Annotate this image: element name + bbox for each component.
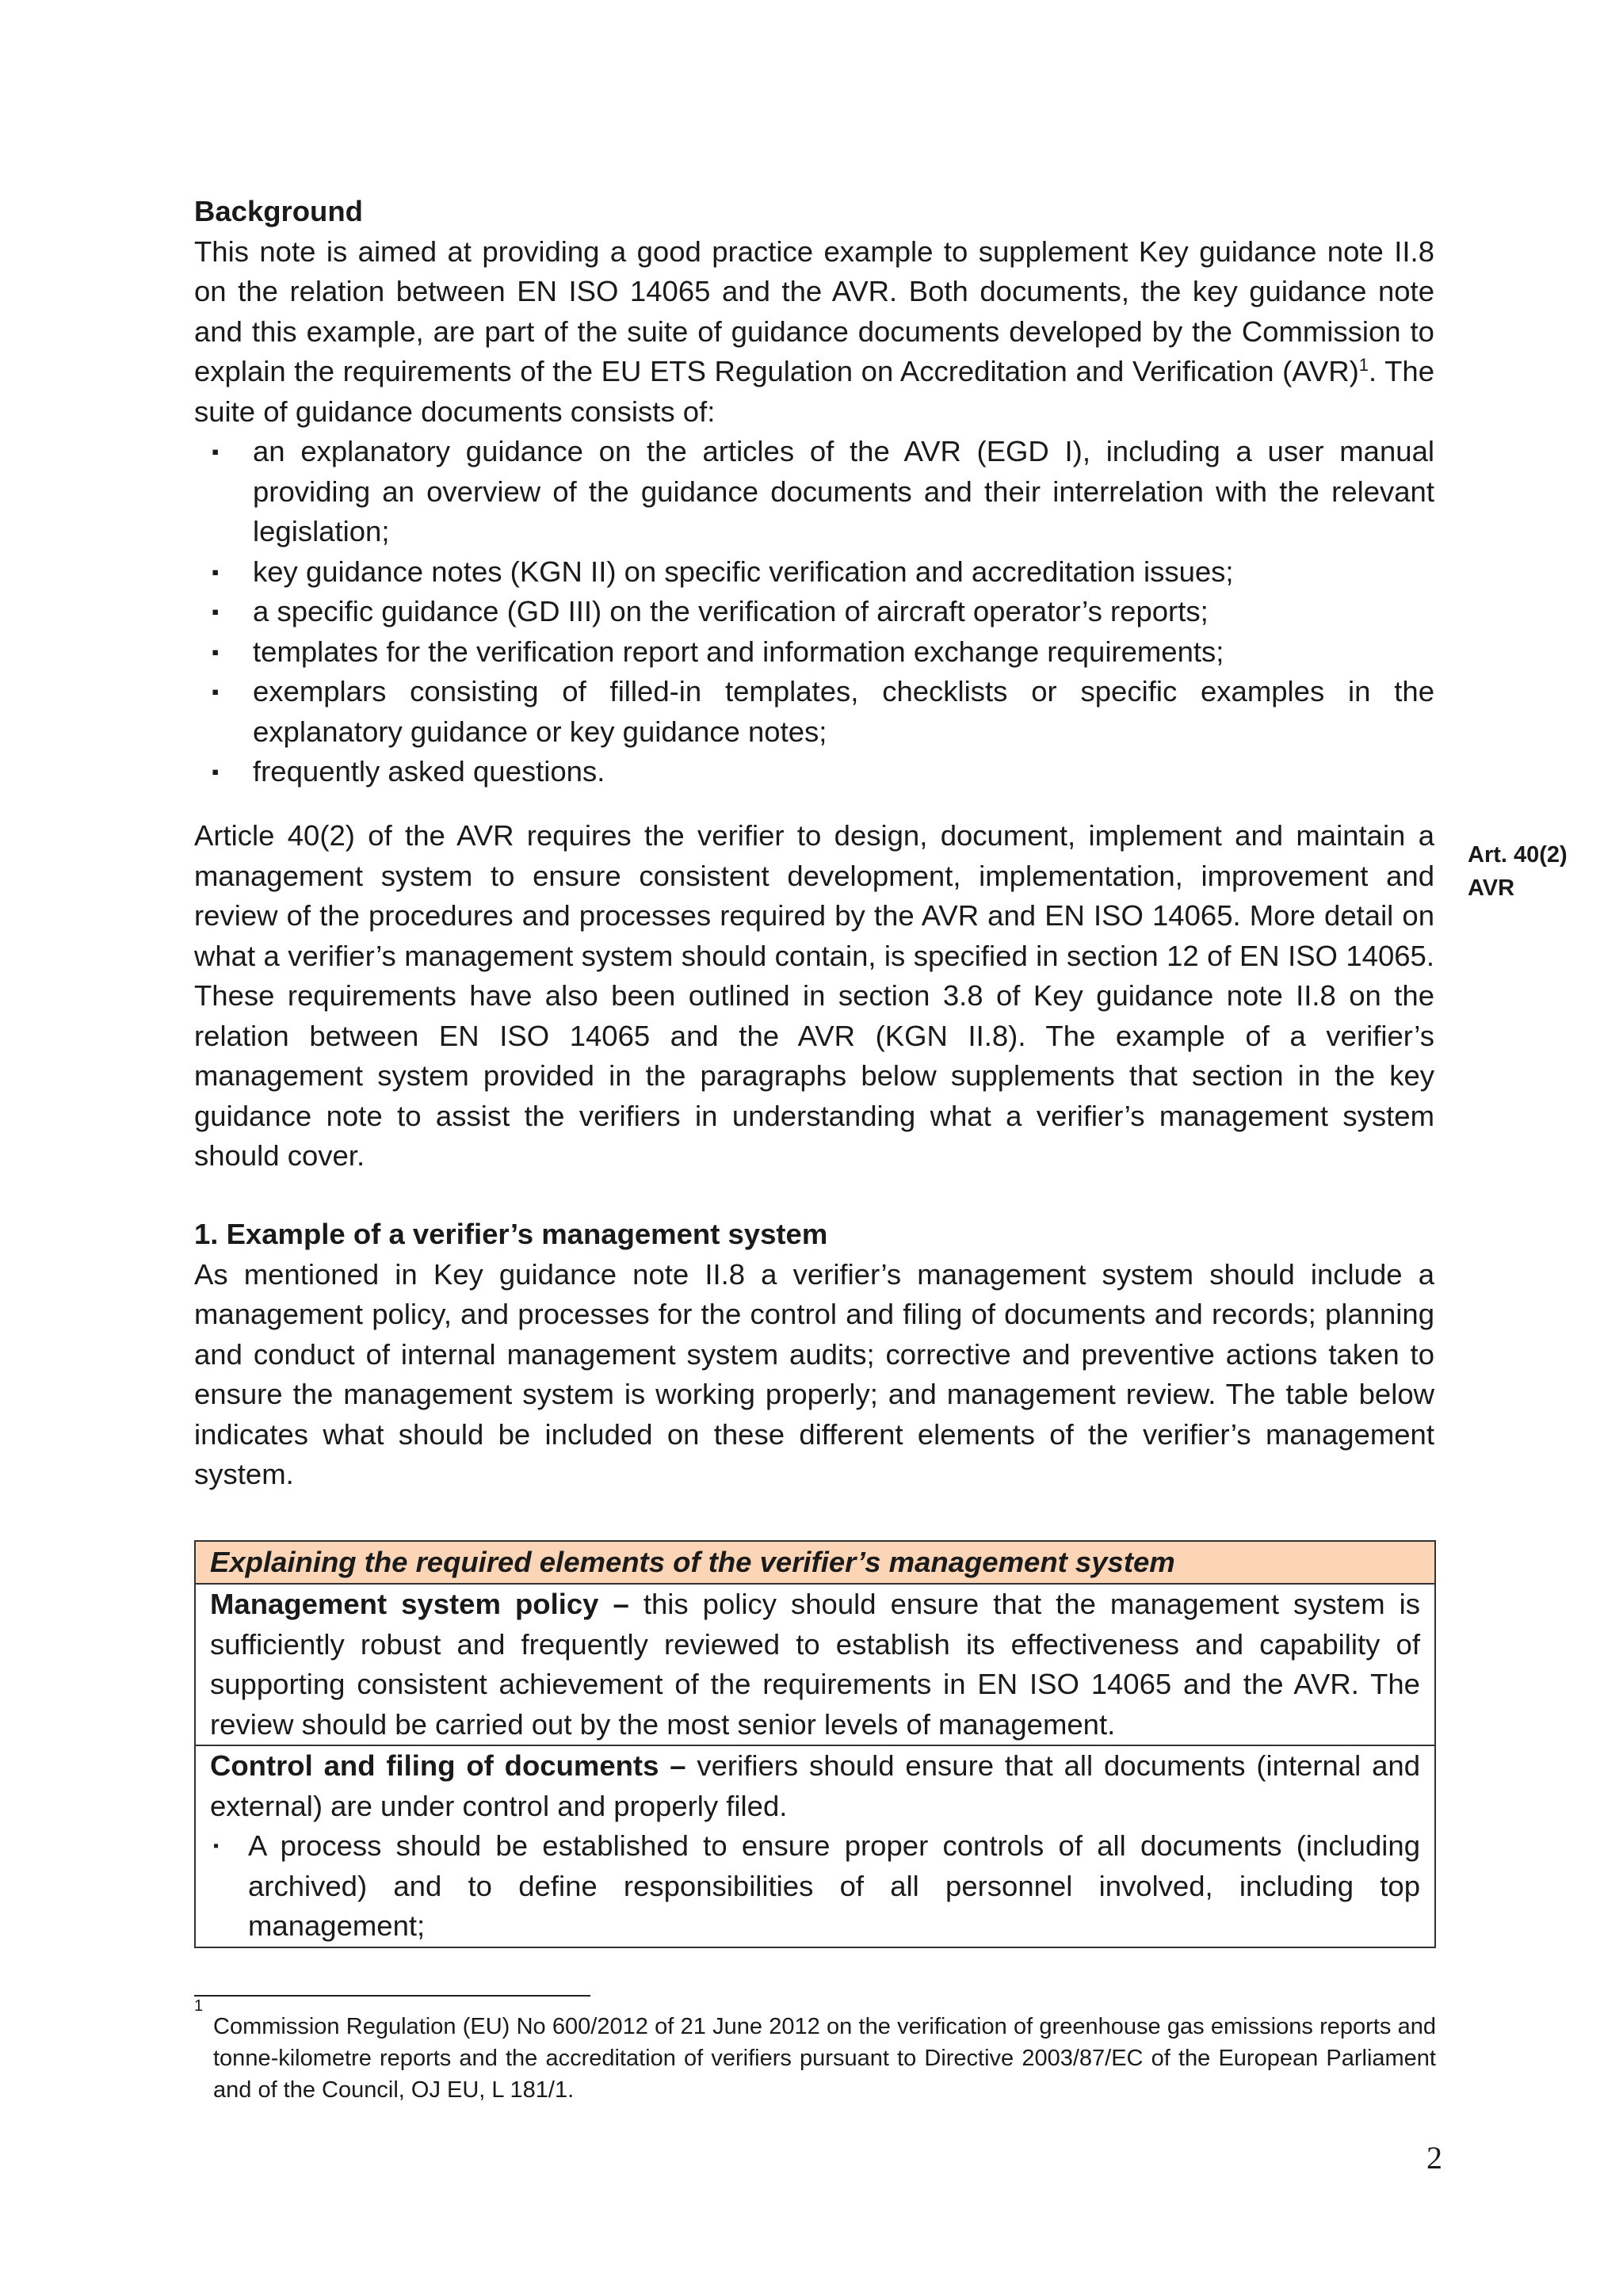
page-number: 2 [1426,2140,1442,2176]
background-heading: Background [194,195,363,227]
bullet-square-icon: ▪ [212,600,220,624]
list-item-text: templates for the verification report and information exchange requirements; [253,635,1224,668]
bullet-square-icon: ▪ [212,559,220,584]
margin-note-article: Art. 40(2) [1468,842,1568,868]
row-text: verifiers should ensure that all documents (internal and external) are under control and properly filed. [210,1749,1421,1822]
row-text: this policy should ensure that the management system is sufficiently robust and frequently reviewed to establish its effectiveness and capability of supporting consistent achievement of the requirements in EN ISO 14065 and the AVR. The review should be carried out by the most senior levels of management. [210,1588,1420,1741]
footnote: 1 Commission Regulation (EU) No 600/2012 of 21 June 2012 on the verification of greenhouse gas emissions reports and tonne-kilometre reports and the accreditation of verifiers pursuant to Directive 2003/87/EC of the European Parliament and of the Council, OJ EU, L 181/1. [194,2011,1436,2106]
list-item-text: exemplars consisting of filled-in templates, checklists or specific examples in the explanatory guidance or key guidance notes; [253,675,1434,748]
background-intro [194,232,1434,433]
table-header-cell: Explaining the required elements of the verifier’s management system [195,1541,1435,1584]
bullet-square-icon: ▪ [212,639,220,664]
document-control-cell [195,1745,1435,1947]
list-item-text: frequently asked questions. [253,755,605,788]
bullet-square-icon: ▪ [213,1837,220,1855]
list-item [210,1826,1420,1947]
document-control-list [210,1826,1420,1947]
row-title: Management system policy – [210,1588,629,1620]
guidance-documents-list [194,432,1434,792]
list-item [194,552,1434,593]
table-row [195,1745,1435,1947]
background-section [194,192,1434,792]
bullet-square-icon: ▪ [212,760,220,784]
list-item [194,592,1434,632]
table-row [195,1584,1435,1745]
list-item-text: a specific guidance (GD III) on the verification of aircraft operator’s reports; [253,595,1209,627]
list-item [194,632,1434,673]
list-item [194,432,1434,552]
footnote-reference[interactable]: 1 [1358,354,1369,375]
list-item-text: A process should be established to ensure proper controls of all documents (including archived) and to define responsibilities of all personnel involved, including top management; [248,1829,1420,1942]
bullet-square-icon: ▪ [212,680,220,704]
list-item-text: key guidance notes (KGN II) on specific verification and accreditation issues; [253,555,1234,588]
footnote-divider [194,1995,590,1997]
required-elements-table [194,1540,1436,1948]
management-policy-cell [195,1584,1435,1745]
article-40-paragraph: Article 40(2) of the AVR requires the verifier to design, document, implement and maintain a management system to ensure consistent development, implementation, improvement and review of the procedures and processes required by the AVR and EN ISO 14065. More detail on what a verifier’s management system should contain, is specified in section 12 of EN ISO 14065. These requirements have also been outlined in section 3.8 of Key guidance note II.8 on the relation between EN ISO 14065 and the AVR (KGN II.8). The example of a verifier’s management system provided in the paragraphs below supplements that section in the key guidance note to assist the verifiers in understanding what a verifier’s management system should cover. [194,819,1434,1172]
bullet-square-icon: ▪ [212,440,220,463]
margin-note [1468,838,1602,905]
footnote-text: Commission Regulation (EU) No 600/2012 of 21 June 2012 on the verification of greenhouse gas emissions reports and tonne-kilometre reports and the accreditation of verifiers pursuant to Directive 2003/87/EC of the European Parliament and of the Council, OJ EU, L 181/1. [213,2014,1436,2103]
section-1 [194,1215,1434,1495]
intro-text: This note is aimed at providing a good practice example to supplement Key guidance note II.8 on the relation between EN ISO 14065 and the AVR. Both documents, the key guidance note and this example, are part of the suite of guidance documents developed by the Commission to explain the requirements of the EU ETS Regulation on Accreditation and Verification (AVR) [194,235,1434,387]
intro-text-end: . The suite of guidance documents consists of: [194,355,1434,428]
list-item [194,672,1434,752]
margin-note-regulation: AVR [1468,875,1515,901]
table-header-row [195,1541,1435,1584]
list-item [194,752,1434,792]
list-item-text: an explanatory guidance on the articles of the AVR (EGD I), including a user manual providing an overview of the guidance documents and their interrelation with the relevant legislation; [253,435,1434,547]
row-title: Control and filing of documents – [210,1749,686,1782]
section-1-heading: 1. Example of a verifier’s management system [194,1218,828,1250]
section-1-body: As mentioned in Key guidance note II.8 a verifier’s management system should include a management policy, and processes for the control and filing of documents and records; planning and conduct of internal management system audits; corrective and preventive actions taken to ensure the management system is working properly; and management review. The table below indicates what should be included on these different elements of the verifier’s management system. [194,1257,1434,1490]
